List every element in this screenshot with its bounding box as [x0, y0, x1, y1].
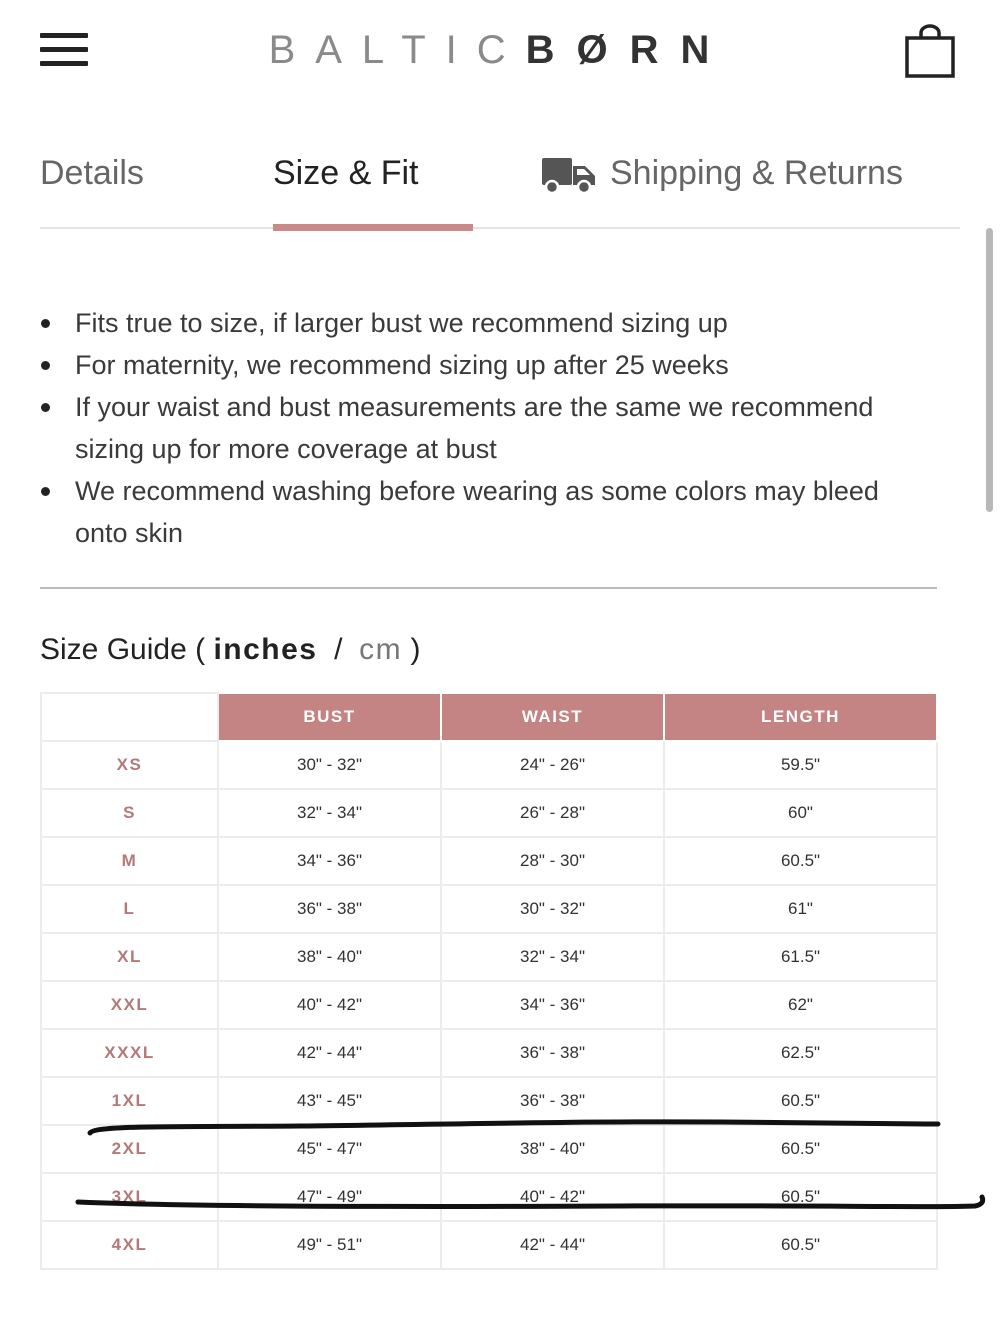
size-cell: XS: [41, 741, 218, 789]
bust-cell: 36" - 38": [218, 885, 441, 933]
table-row: [41, 933, 937, 981]
fit-note: We recommend washing before wearing as some colors may bleed onto skin: [40, 470, 920, 554]
bust-cell: 42" - 44": [218, 1029, 441, 1077]
size-cell: 3XL: [41, 1173, 218, 1221]
bust-cell: 47" - 49": [218, 1173, 441, 1221]
table-row: [41, 837, 937, 885]
bust-cell: 40" - 42": [218, 981, 441, 1029]
length-cell: 59.5": [664, 741, 937, 789]
unit-separator: /: [334, 633, 343, 666]
length-cell: 62": [664, 981, 937, 1029]
table-header-row: [41, 693, 937, 741]
waist-cell: 42" - 44": [441, 1221, 664, 1269]
size-cell: XXL: [41, 981, 218, 1029]
paren-close: ): [410, 633, 421, 666]
section-divider: [40, 587, 937, 589]
size-cell: S: [41, 789, 218, 837]
bust-cell: 49" - 51": [218, 1221, 441, 1269]
scrollbar[interactable]: [986, 228, 993, 512]
size-cell: 2XL: [41, 1125, 218, 1173]
fit-note: If your waist and bust measurements are the same we recommend sizing up for more coverage at bust: [40, 386, 920, 470]
unit-toggle-inches[interactable]: inches: [213, 633, 318, 666]
length-cell: 61": [664, 885, 937, 933]
bust-cell: 30" - 32": [218, 741, 441, 789]
waist-cell: 38" - 40": [441, 1125, 664, 1173]
waist-cell: 34" - 36": [441, 981, 664, 1029]
bust-cell: 38" - 40": [218, 933, 441, 981]
tab-size-fit[interactable]: Size & Fit: [273, 154, 419, 192]
bust-cell: 45" - 47": [218, 1125, 441, 1173]
length-cell: 62.5": [664, 1029, 937, 1077]
size-cell: XL: [41, 933, 218, 981]
bust-cell: 32" - 34": [218, 789, 441, 837]
size-chart-table: [40, 692, 938, 1270]
tabs-divider: [40, 227, 960, 229]
size-cell: 4XL: [41, 1221, 218, 1269]
shopping-bag-icon[interactable]: [904, 24, 956, 80]
brand-logo-dark: BØRN: [525, 28, 732, 72]
product-info-tabs: [40, 140, 960, 232]
tab-shipping-returns[interactable]: Shipping & Returns: [610, 154, 903, 192]
fit-note: Fits true to size, if larger bust we recommend sizing up: [40, 302, 920, 344]
bust-cell: 43" - 45": [218, 1077, 441, 1125]
brand-logo[interactable]: [0, 26, 1000, 74]
length-cell: 60.5": [664, 1173, 937, 1221]
bust-cell: 34" - 36": [218, 837, 441, 885]
length-cell: 60.5": [664, 837, 937, 885]
header-bust: BUST: [218, 693, 441, 741]
fit-note: For maternity, we recommend sizing up after 25 weeks: [40, 344, 920, 386]
size-guide-label: Size Guide: [40, 633, 187, 666]
table-row: [41, 741, 937, 789]
length-cell: 61.5": [664, 933, 937, 981]
truck-icon: [542, 155, 596, 195]
size-guide-title: [40, 630, 421, 670]
waist-cell: 36" - 38": [441, 1077, 664, 1125]
waist-cell: 30" - 32": [441, 885, 664, 933]
size-cell: XXXL: [41, 1029, 218, 1077]
header-size: [41, 693, 218, 741]
waist-cell: 32" - 34": [441, 933, 664, 981]
table-row: [41, 885, 937, 933]
size-cell: 1XL: [41, 1077, 218, 1125]
size-cell: L: [41, 885, 218, 933]
header-waist: WAIST: [441, 693, 664, 741]
waist-cell: 26" - 28": [441, 789, 664, 837]
waist-cell: 28" - 30": [441, 837, 664, 885]
length-cell: 60.5": [664, 1221, 937, 1269]
waist-cell: 36" - 38": [441, 1029, 664, 1077]
table-row: [41, 789, 937, 837]
length-cell: 60.5": [664, 1125, 937, 1173]
table-row-struck: [41, 1077, 937, 1125]
table-row-struck: [41, 1173, 937, 1221]
table-row: [41, 1029, 937, 1077]
fit-notes-list: [40, 302, 920, 554]
table-row: [41, 981, 937, 1029]
waist-cell: 40" - 42": [441, 1173, 664, 1221]
table-row: [41, 1221, 937, 1269]
active-tab-indicator: [273, 224, 473, 231]
table-row: [41, 1125, 937, 1173]
size-cell: M: [41, 837, 218, 885]
tab-details[interactable]: Details: [40, 154, 144, 192]
length-cell: 60": [664, 789, 937, 837]
brand-logo-light: BALTIC: [268, 28, 526, 72]
unit-toggle-cm[interactable]: cm: [359, 633, 403, 666]
header-length: LENGTH: [664, 693, 937, 741]
site-header: [0, 0, 1000, 100]
waist-cell: 24" - 26": [441, 741, 664, 789]
paren-open: (: [195, 633, 206, 666]
length-cell: 60.5": [664, 1077, 937, 1125]
